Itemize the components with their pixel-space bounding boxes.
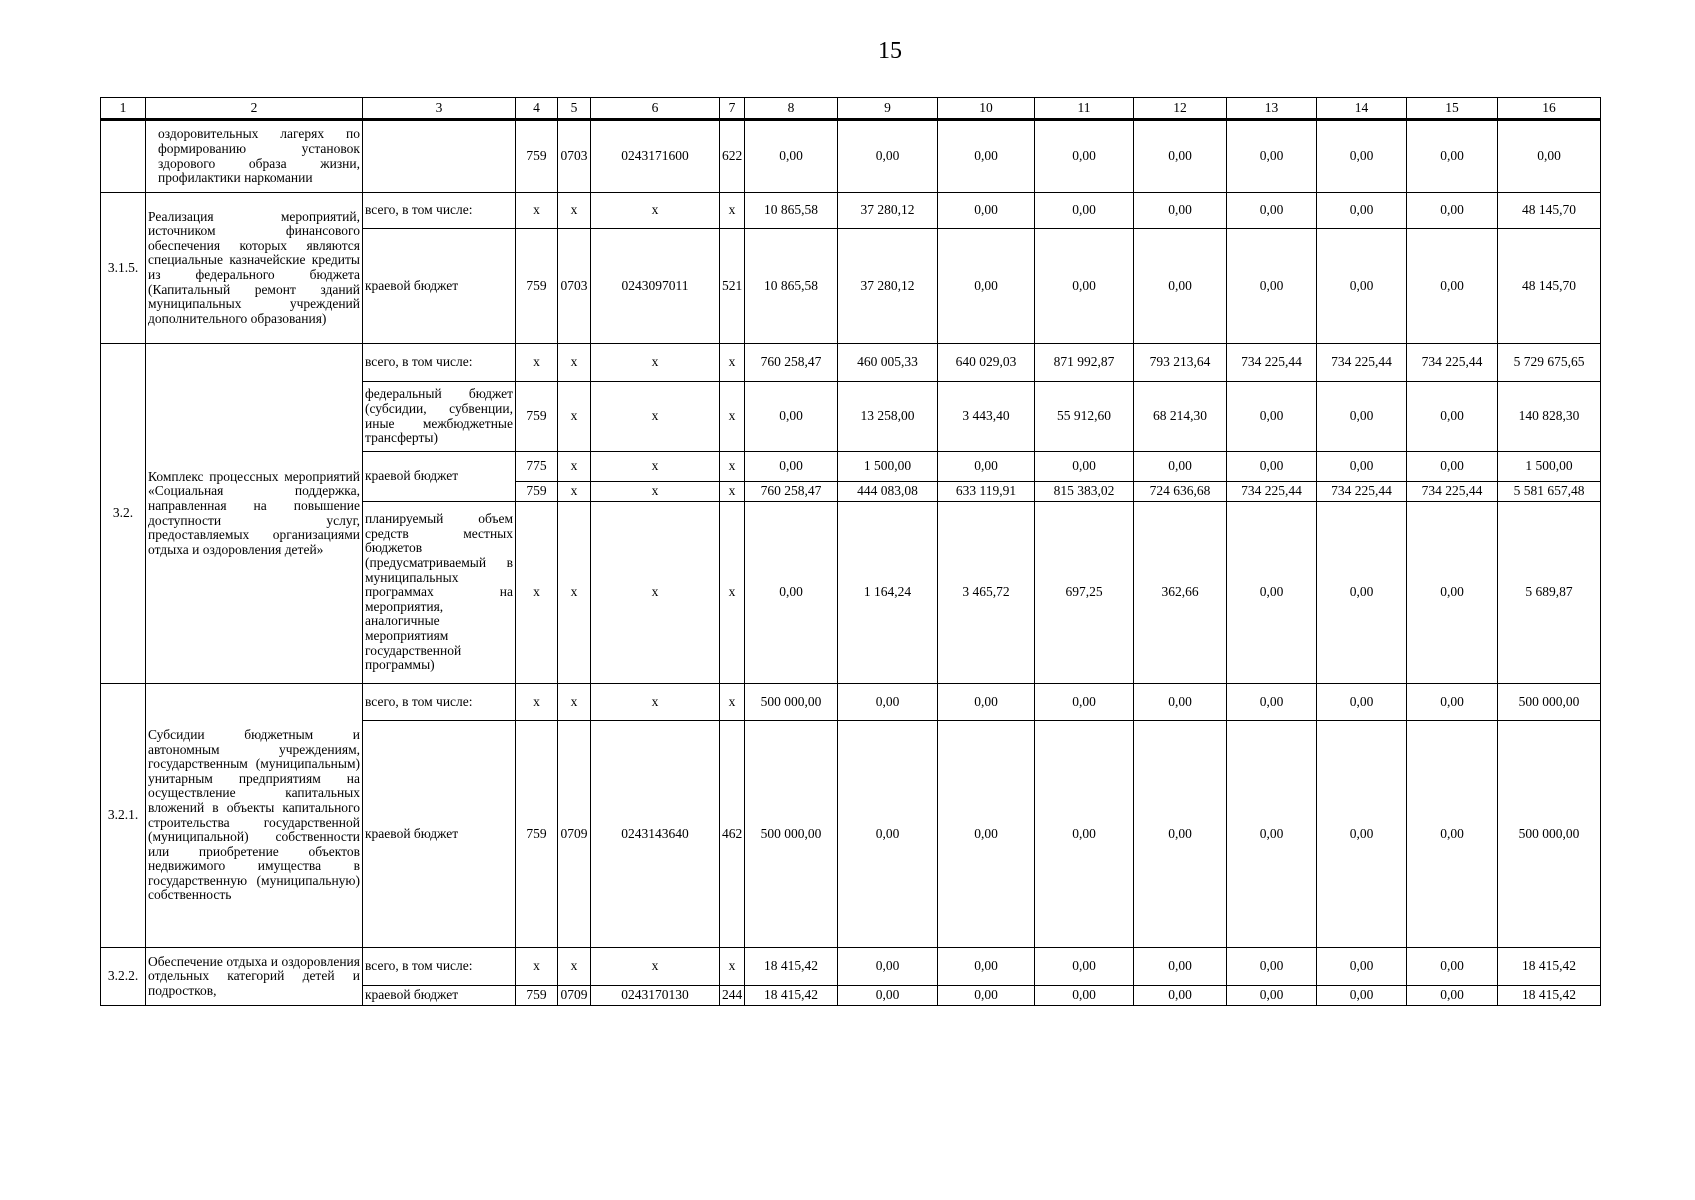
value-cell: 0,00	[1035, 120, 1134, 193]
value-cell: 0,00	[1035, 721, 1134, 948]
value-cell: 0,00	[1035, 684, 1134, 721]
code-cell: x	[720, 684, 745, 721]
table-row	[101, 120, 1601, 193]
value-cell: 0,00	[1035, 452, 1134, 482]
code-cell: x	[558, 482, 591, 502]
budget-table	[100, 97, 1601, 1006]
code-cell: x	[516, 684, 558, 721]
value-cell: 0,00	[938, 684, 1035, 721]
value-cell: 0,00	[1227, 721, 1317, 948]
row-id-cell: 3.1.5.	[101, 193, 146, 344]
value-cell: 0,00	[1227, 193, 1317, 229]
value-cell: 0,00	[1134, 193, 1227, 229]
value-cell: 0,00	[1227, 229, 1317, 344]
value-cell: 0,00	[1035, 948, 1134, 986]
column-header: 12	[1134, 98, 1227, 120]
value-cell: 0,00	[938, 452, 1035, 482]
code-cell: 244	[720, 986, 745, 1006]
description-cell: Комплекс процессных мероприятий «Социальная поддержка, направленная на повышение доступности услуг, предоставляемых организациями отдыха и оздоровления детей»	[146, 344, 363, 684]
value-cell: 871 992,87	[1035, 344, 1134, 382]
value-cell: 0,00	[938, 193, 1035, 229]
code-cell: 759	[516, 986, 558, 1006]
funding-source-cell: всего, в том числе:	[363, 344, 516, 382]
value-cell: 0,00	[1317, 229, 1407, 344]
value-cell: 0,00	[938, 120, 1035, 193]
description-cell: Обеспечение отдыха и оздоровления отдельных категорий детей и подростков,	[146, 948, 363, 1006]
column-header: 10	[938, 98, 1035, 120]
value-cell: 0,00	[1317, 382, 1407, 452]
code-cell: 775	[516, 452, 558, 482]
value-cell: 0,00	[838, 948, 938, 986]
code-cell: x	[720, 482, 745, 502]
value-cell: 0,00	[1407, 382, 1498, 452]
value-cell: 0,00	[1317, 684, 1407, 721]
value-cell: 5 689,87	[1498, 502, 1601, 684]
value-cell: 444 083,08	[838, 482, 938, 502]
value-cell: 0,00	[1035, 986, 1134, 1006]
value-cell: 3 443,40	[938, 382, 1035, 452]
value-cell: 640 029,03	[938, 344, 1035, 382]
column-header: 14	[1317, 98, 1407, 120]
value-cell: 0,00	[745, 502, 838, 684]
code-cell: x	[591, 482, 720, 502]
value-cell: 0,00	[1134, 120, 1227, 193]
value-cell: 13 258,00	[838, 382, 938, 452]
value-cell: 0,00	[1134, 452, 1227, 482]
value-cell: 500 000,00	[1498, 684, 1601, 721]
funding-source-cell: краевой бюджет	[363, 721, 516, 948]
value-cell: 0,00	[1134, 948, 1227, 986]
funding-source-cell: федеральный бюджет (субсидии, субвенции, иные межбюджетные трансферты)	[363, 382, 516, 452]
value-cell: 0,00	[1227, 684, 1317, 721]
value-cell: 0,00	[1035, 229, 1134, 344]
table-row	[101, 193, 1601, 229]
column-header: 2	[146, 98, 363, 120]
value-cell: 3 465,72	[938, 502, 1035, 684]
row-id-cell: 3.2.1.	[101, 684, 146, 948]
value-cell: 1 500,00	[838, 452, 938, 482]
column-header: 3	[363, 98, 516, 120]
funding-source-cell: краевой бюджет	[363, 229, 516, 344]
value-cell: 734 225,44	[1407, 482, 1498, 502]
code-cell: 0703	[558, 120, 591, 193]
code-cell: x	[558, 684, 591, 721]
funding-source-cell: всего, в том числе:	[363, 948, 516, 986]
code-cell: 759	[516, 382, 558, 452]
value-cell: 18 415,42	[745, 986, 838, 1006]
code-cell: x	[516, 948, 558, 986]
code-cell: 0243170130	[591, 986, 720, 1006]
code-cell: x	[591, 382, 720, 452]
value-cell: 5 729 675,65	[1498, 344, 1601, 382]
value-cell: 0,00	[1407, 721, 1498, 948]
value-cell: 140 828,30	[1498, 382, 1601, 452]
code-cell: x	[720, 452, 745, 482]
value-cell: 37 280,12	[838, 193, 938, 229]
value-cell: 0,00	[1227, 452, 1317, 482]
code-cell: 0703	[558, 229, 591, 344]
value-cell: 18 415,42	[1498, 948, 1601, 986]
value-cell: 0,00	[1407, 986, 1498, 1006]
code-cell: x	[720, 502, 745, 684]
code-cell: x	[591, 452, 720, 482]
code-cell: 462	[720, 721, 745, 948]
value-cell: 48 145,70	[1498, 193, 1601, 229]
value-cell: 815 383,02	[1035, 482, 1134, 502]
value-cell: 460 005,33	[838, 344, 938, 382]
column-header: 8	[745, 98, 838, 120]
code-cell: x	[516, 193, 558, 229]
value-cell: 0,00	[1134, 684, 1227, 721]
value-cell: 0,00	[1227, 986, 1317, 1006]
description-cell: Субсидии бюджетным и автономным учреждениям, государственным (муниципальным) унитарным предприятиям на осуществление капитальных вложений в объекты капитального строительства государственной (муниципальной) собственности или приобретение объектов недвижимого имущества в государственную (муниципальную) собственность	[146, 684, 363, 948]
code-cell: x	[558, 948, 591, 986]
value-cell: 1 500,00	[1498, 452, 1601, 482]
code-cell: 759	[516, 482, 558, 502]
code-cell: x	[516, 344, 558, 382]
value-cell: 0,00	[745, 120, 838, 193]
value-cell: 0,00	[838, 120, 938, 193]
value-cell: 5 581 657,48	[1498, 482, 1601, 502]
value-cell: 37 280,12	[838, 229, 938, 344]
value-cell: 0,00	[1407, 229, 1498, 344]
value-cell: 760 258,47	[745, 482, 838, 502]
description-cell: Реализация мероприятий, источником финансового обеспечения которых являются специальные казначейские кредиты из федерального бюджета (Капитальный ремонт зданий муниципальных учреждений дополнительного образования)	[146, 193, 363, 344]
code-cell: x	[591, 948, 720, 986]
value-cell: 0,00	[1134, 229, 1227, 344]
row-id-cell: 3.2.2.	[101, 948, 146, 1006]
value-cell: 0,00	[1498, 120, 1601, 193]
code-cell: x	[558, 382, 591, 452]
code-cell: x	[720, 382, 745, 452]
value-cell: 55 912,60	[1035, 382, 1134, 452]
description-cell: оздоровительных лагерях по формированию установок здорового образа жизни, профилактики наркомании	[146, 120, 363, 193]
code-cell: x	[591, 502, 720, 684]
value-cell: 0,00	[1317, 502, 1407, 684]
value-cell: 734 225,44	[1407, 344, 1498, 382]
funding-source-cell: краевой бюджет	[363, 986, 516, 1006]
code-cell: x	[558, 502, 591, 684]
column-header: 1	[101, 98, 146, 120]
value-cell: 0,00	[838, 986, 938, 1006]
value-cell: 0,00	[1227, 382, 1317, 452]
value-cell: 0,00	[745, 452, 838, 482]
code-cell: 0243143640	[591, 721, 720, 948]
value-cell: 734 225,44	[1317, 344, 1407, 382]
table-row	[101, 344, 1601, 382]
table-row	[101, 684, 1601, 721]
value-cell: 0,00	[1134, 986, 1227, 1006]
value-cell: 0,00	[938, 721, 1035, 948]
code-cell: x	[516, 502, 558, 684]
value-cell: 734 225,44	[1317, 482, 1407, 502]
funding-source-cell: краевой бюджет	[363, 452, 516, 502]
column-header: 5	[558, 98, 591, 120]
value-cell: 362,66	[1134, 502, 1227, 684]
value-cell: 0,00	[1317, 452, 1407, 482]
value-cell: 0,00	[938, 229, 1035, 344]
value-cell: 10 865,58	[745, 229, 838, 344]
code-cell: x	[591, 344, 720, 382]
code-cell: x	[558, 452, 591, 482]
value-cell: 734 225,44	[1227, 482, 1317, 502]
funding-source-cell	[363, 120, 516, 193]
header-row	[101, 98, 1601, 120]
value-cell: 0,00	[1407, 684, 1498, 721]
value-cell: 0,00	[1317, 721, 1407, 948]
row-id-cell: 3.2.	[101, 344, 146, 684]
value-cell: 697,25	[1035, 502, 1134, 684]
code-cell: 759	[516, 120, 558, 193]
value-cell: 0,00	[1227, 502, 1317, 684]
code-cell: x	[720, 193, 745, 229]
column-header: 4	[516, 98, 558, 120]
value-cell: 0,00	[1227, 120, 1317, 193]
page-number: 15	[878, 38, 902, 64]
value-cell: 760 258,47	[745, 344, 838, 382]
code-cell: x	[591, 684, 720, 721]
value-cell: 10 865,58	[745, 193, 838, 229]
value-cell: 734 225,44	[1227, 344, 1317, 382]
value-cell: 633 119,91	[938, 482, 1035, 502]
value-cell: 0,00	[1317, 948, 1407, 986]
value-cell: 0,00	[1035, 193, 1134, 229]
value-cell: 68 214,30	[1134, 382, 1227, 452]
code-cell: x	[720, 344, 745, 382]
column-header: 9	[838, 98, 938, 120]
value-cell: 0,00	[838, 721, 938, 948]
value-cell: 0,00	[1317, 193, 1407, 229]
value-cell: 0,00	[1317, 986, 1407, 1006]
code-cell: 0243097011	[591, 229, 720, 344]
value-cell: 0,00	[1407, 120, 1498, 193]
funding-source-cell: всего, в том числе:	[363, 193, 516, 229]
code-cell: 0709	[558, 721, 591, 948]
value-cell: 724 636,68	[1134, 482, 1227, 502]
value-cell: 0,00	[1407, 193, 1498, 229]
column-header: 16	[1498, 98, 1601, 120]
code-cell: x	[558, 344, 591, 382]
code-cell: 0243171600	[591, 120, 720, 193]
value-cell: 0,00	[1134, 721, 1227, 948]
value-cell: 500 000,00	[1498, 721, 1601, 948]
value-cell: 48 145,70	[1498, 229, 1601, 344]
value-cell: 500 000,00	[745, 684, 838, 721]
value-cell: 0,00	[1227, 948, 1317, 986]
value-cell: 0,00	[745, 382, 838, 452]
column-header: 13	[1227, 98, 1317, 120]
code-cell: 759	[516, 721, 558, 948]
value-cell: 793 213,64	[1134, 344, 1227, 382]
row-id-cell	[101, 120, 146, 193]
code-cell: x	[720, 948, 745, 986]
value-cell: 0,00	[1407, 452, 1498, 482]
code-cell: 759	[516, 229, 558, 344]
code-cell: 521	[720, 229, 745, 344]
column-header: 15	[1407, 98, 1498, 120]
code-cell: x	[591, 193, 720, 229]
value-cell: 0,00	[1407, 948, 1498, 986]
value-cell: 1 164,24	[838, 502, 938, 684]
value-cell: 0,00	[938, 948, 1035, 986]
code-cell: 622	[720, 120, 745, 193]
funding-source-cell: планируемый объем средств местных бюджетов (предусматриваемый в муниципальных программах на мероприятия, аналогичные мероприятиям государственной программы)	[363, 502, 516, 684]
funding-source-cell: всего, в том числе:	[363, 684, 516, 721]
code-cell: 0709	[558, 986, 591, 1006]
column-header: 11	[1035, 98, 1134, 120]
value-cell: 18 415,42	[1498, 986, 1601, 1006]
value-cell: 0,00	[838, 684, 938, 721]
value-cell: 0,00	[938, 986, 1035, 1006]
value-cell: 0,00	[1407, 502, 1498, 684]
value-cell: 18 415,42	[745, 948, 838, 986]
table-row	[101, 948, 1601, 986]
value-cell: 500 000,00	[745, 721, 838, 948]
value-cell: 0,00	[1317, 120, 1407, 193]
code-cell: x	[558, 193, 591, 229]
column-header: 7	[720, 98, 745, 120]
column-header: 6	[591, 98, 720, 120]
